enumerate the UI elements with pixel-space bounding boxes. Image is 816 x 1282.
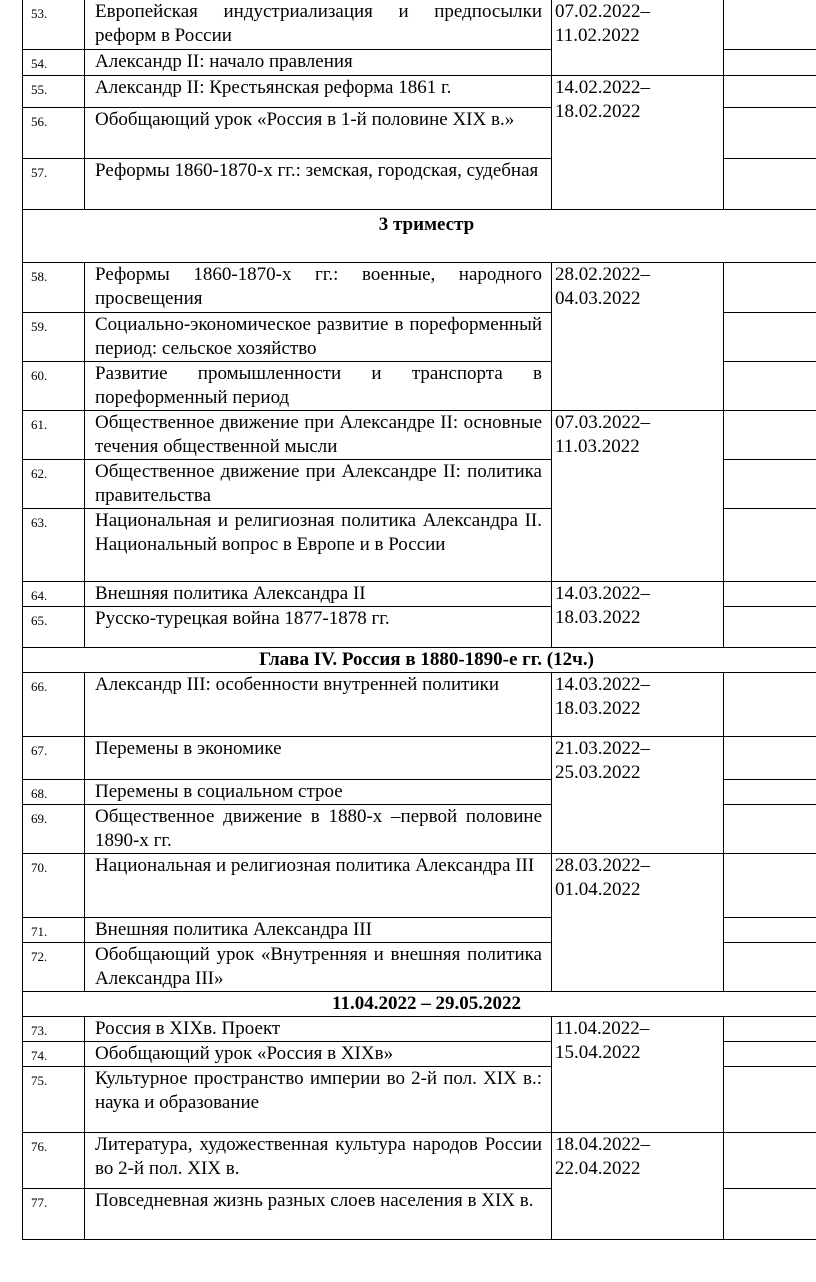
section-heading: Глава IV. Россия в 1880-1890-е гг. (12ч.) (23, 648, 816, 673)
lesson-topic: Обобщающий урок «Россия в XIXв» (85, 1042, 552, 1067)
row-number: 69. (23, 805, 85, 854)
empty-cell (724, 76, 816, 108)
table-row (23, 76, 816, 108)
lesson-topic: Перемены в экономике (85, 737, 552, 780)
table-row (23, 854, 816, 918)
date-range: 28.03.2022– 01.04.2022 (552, 854, 724, 992)
date-range: 21.03.2022– 25.03.2022 (552, 737, 724, 854)
lesson-topic: Александр II: начало правления (85, 50, 552, 76)
lesson-topic: Александр III: особенности внутренней политики (85, 673, 552, 737)
row-number: 60. (23, 362, 85, 411)
table-row (23, 673, 816, 737)
table-row (23, 0, 816, 50)
lesson-plan-table (22, 0, 816, 1240)
date-range: 14.03.2022– 18.03.2022 (552, 673, 724, 737)
empty-cell (724, 108, 816, 159)
empty-cell (724, 1017, 816, 1042)
date-range: 11.04.2022– 15.04.2022 (552, 1017, 724, 1133)
lesson-topic: Общественное движение при Александре II: политика правительства (85, 460, 552, 509)
empty-cell (724, 0, 816, 50)
empty-cell (724, 509, 816, 582)
lesson-topic: Перемены в социальном строе (85, 780, 552, 805)
lesson-topic: Россия в XIXв. Проект (85, 1017, 552, 1042)
section-row (23, 992, 816, 1017)
empty-cell (724, 1042, 816, 1067)
empty-cell (724, 313, 816, 362)
date-range: 14.02.2022– 18.02.2022 (552, 76, 724, 210)
section-row (23, 210, 816, 263)
empty-cell (724, 805, 816, 854)
empty-cell (724, 460, 816, 509)
lesson-topic: Внешняя политика Александра II (85, 582, 552, 607)
row-number: 55. (23, 76, 85, 108)
row-number: 77. (23, 1189, 85, 1240)
empty-cell (724, 582, 816, 607)
row-number: 70. (23, 854, 85, 918)
table-row (23, 582, 816, 607)
date-range: 18.04.2022– 22.04.2022 (552, 1133, 724, 1240)
date-range: 28.02.2022– 04.03.2022 (552, 263, 724, 411)
row-number: 57. (23, 159, 85, 210)
lesson-topic: Повседневная жизнь разных слоев населения в XIX в. (85, 1189, 552, 1240)
empty-cell (724, 918, 816, 943)
row-number: 66. (23, 673, 85, 737)
lesson-topic: Александр II: Крестьянская реформа 1861 г. (85, 76, 552, 108)
table-row (23, 737, 816, 780)
row-number: 75. (23, 1067, 85, 1133)
lesson-topic: Европейская индустриализация и предпосылки реформ в России (85, 0, 552, 50)
row-number: 74. (23, 1042, 85, 1067)
lesson-topic: Реформы 1860-1870-х гг.: земская, городская, судебная (85, 159, 552, 210)
table-row (23, 1017, 816, 1042)
date-range: 07.02.2022– 11.02.2022 (552, 0, 724, 76)
empty-cell (724, 737, 816, 780)
row-number: 67. (23, 737, 85, 780)
empty-cell (724, 943, 816, 992)
lesson-topic: Национальная и религиозная политика Александра II. Национальный вопрос в Европе и в России (85, 509, 552, 582)
lesson-topic: Внешняя политика Александра III (85, 918, 552, 943)
row-number: 54. (23, 50, 85, 76)
empty-cell (724, 1133, 816, 1189)
row-number: 72. (23, 943, 85, 992)
row-number: 62. (23, 460, 85, 509)
lesson-topic: Общественное движение в 1880-х –первой половине 1890-х гг. (85, 805, 552, 854)
lesson-topic: Русско-турецкая война 1877-1878 гг. (85, 607, 552, 648)
empty-cell (724, 673, 816, 737)
empty-cell (724, 780, 816, 805)
table-row (23, 1133, 816, 1189)
date-range: 07.03.2022– 11.03.2022 (552, 411, 724, 582)
lesson-topic: Культурное пространство империи во 2-й пол. XIX в.: наука и образование (85, 1067, 552, 1133)
table-row (23, 263, 816, 313)
row-number: 63. (23, 509, 85, 582)
row-number: 56. (23, 108, 85, 159)
empty-cell (724, 159, 816, 210)
row-number: 68. (23, 780, 85, 805)
table-row (23, 411, 816, 460)
row-number: 65. (23, 607, 85, 648)
lesson-topic: Социально-экономическое развитие в пореформенный период: сельское хозяйство (85, 313, 552, 362)
lesson-topic: Реформы 1860-1870-х гг.: военные, народного просвещения (85, 263, 552, 313)
row-number: 61. (23, 411, 85, 460)
lesson-topic: Национальная и религиозная политика Александра III (85, 854, 552, 918)
empty-cell (724, 854, 816, 918)
row-number: 71. (23, 918, 85, 943)
empty-cell (724, 607, 816, 648)
lesson-topic: Развитие промышленности и транспорта в пореформенный период (85, 362, 552, 411)
empty-cell (724, 263, 816, 313)
row-number: 58. (23, 263, 85, 313)
date-range: 14.03.2022– 18.03.2022 (552, 582, 724, 648)
section-heading: 3 триместр (23, 210, 816, 263)
row-number: 59. (23, 313, 85, 362)
lesson-topic: Литература, художественная культура народов России во 2-й пол. XIX в. (85, 1133, 552, 1189)
empty-cell (724, 1067, 816, 1133)
lesson-topic: Обобщающий урок «Россия в 1-й половине XIX в.» (85, 108, 552, 159)
empty-cell (724, 411, 816, 460)
row-number: 53. (23, 0, 85, 50)
row-number: 73. (23, 1017, 85, 1042)
row-number: 64. (23, 582, 85, 607)
empty-cell (724, 1189, 816, 1240)
lesson-topic: Общественное движение при Александре II: основные течения общественной мысли (85, 411, 552, 460)
section-row (23, 648, 816, 673)
section-heading: 11.04.2022 – 29.05.2022 (23, 992, 816, 1017)
empty-cell (724, 50, 816, 76)
empty-cell (724, 362, 816, 411)
lesson-topic: Обобщающий урок «Внутренняя и внешняя политика Александра III» (85, 943, 552, 992)
row-number: 76. (23, 1133, 85, 1189)
